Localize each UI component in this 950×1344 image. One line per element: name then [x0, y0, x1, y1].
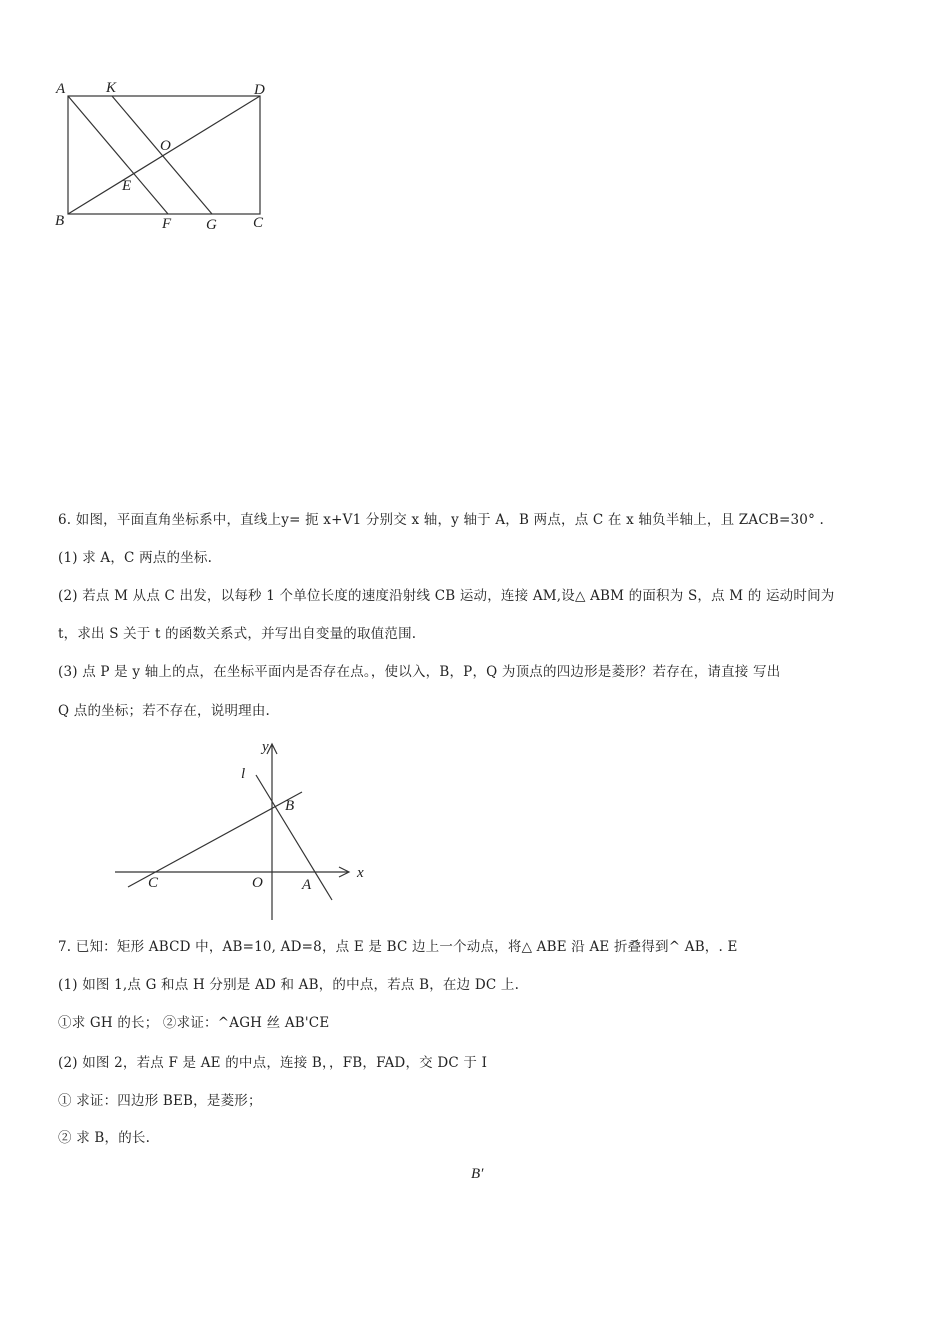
problem7-q2: (2) 如图 2，若点 F 是 AE 的中点，连接 B，，FB，FAD，交 DC 于 I	[58, 1055, 488, 1071]
problem6-q2-line1: (2) 若点 M 从点 C 出发，以每秒 1 个单位长度的速度沿射线 CB 运动，连接 AM,设△ ABM 的面积为 S，点 M 的 运动时间为	[58, 588, 835, 604]
problem7-q1-sub: ①求 GH 的长； ②求证：^AGH 丝 AB'CE	[58, 1015, 330, 1031]
figure-rectangle	[50, 70, 280, 240]
line-l	[256, 775, 332, 900]
label-l: l	[241, 766, 246, 782]
label-a: A	[302, 877, 312, 893]
label-e: E	[122, 178, 132, 194]
figure-axes	[110, 735, 380, 925]
problem7-q2-sub2: ② 求 B，的长.	[58, 1130, 151, 1146]
diagonal-bd	[68, 96, 260, 214]
label-a: A	[56, 81, 66, 97]
label-c: C	[253, 215, 264, 231]
label-y: y	[262, 739, 269, 755]
figure-axes-svg	[110, 735, 380, 925]
label-g: G	[206, 217, 217, 233]
label-f: F	[162, 216, 172, 232]
label-x: x	[357, 865, 364, 881]
problem7-q2-sub1: ① 求证：四边形 BEB，是菱形；	[58, 1093, 262, 1109]
problem7-q1: (1) 如图 1,点 G 和点 H 分别是 AD 和 AB，的中点，若点 B，在边 DC 上.	[58, 977, 520, 993]
label-o: O	[252, 875, 263, 891]
line-af	[68, 96, 168, 214]
label-b: B	[55, 213, 65, 229]
line-cb	[128, 792, 302, 887]
trailing-label-bprime: B′	[471, 1166, 484, 1182]
problem6-q3-line1: (3) 点 P 是 y 轴上的点，在坐标平面内是否存在点。，使以入，B，P，Q 为顶点的四边形是菱形？若存在，请直接 写出	[58, 664, 781, 680]
label-c: C	[148, 875, 159, 891]
problem6-q1: (1) 求 A，C 两点的坐标.	[58, 550, 213, 566]
label-o: O	[160, 138, 171, 154]
problem6-stem: 6. 如图，平面直角坐标系中，直线上y= 扼 x+V1 分别交 x 轴，y 轴于 A，B 两点，点 C 在 x 轴负半轴上，且 ZACB=30° .	[58, 512, 825, 528]
problem6-q3-line2: Q 点的坐标；若不存在，说明理由.	[58, 703, 271, 719]
line-kg	[112, 96, 212, 214]
problem7-stem: 7. 已知：矩形 ABCD 中，AB=10, AD=8，点 E 是 BC 边上一个动点，将△ ABE 沿 AE 折叠得到^ AB，. E	[58, 939, 738, 955]
label-k: K	[106, 80, 117, 96]
label-b: B	[285, 798, 295, 814]
label-d: D	[254, 82, 265, 98]
figure-rectangle-svg	[50, 70, 280, 240]
problem6-q2-line2: t，求出 S 关于 t 的函数关系式，并写出自变量的取值范围.	[58, 626, 417, 642]
